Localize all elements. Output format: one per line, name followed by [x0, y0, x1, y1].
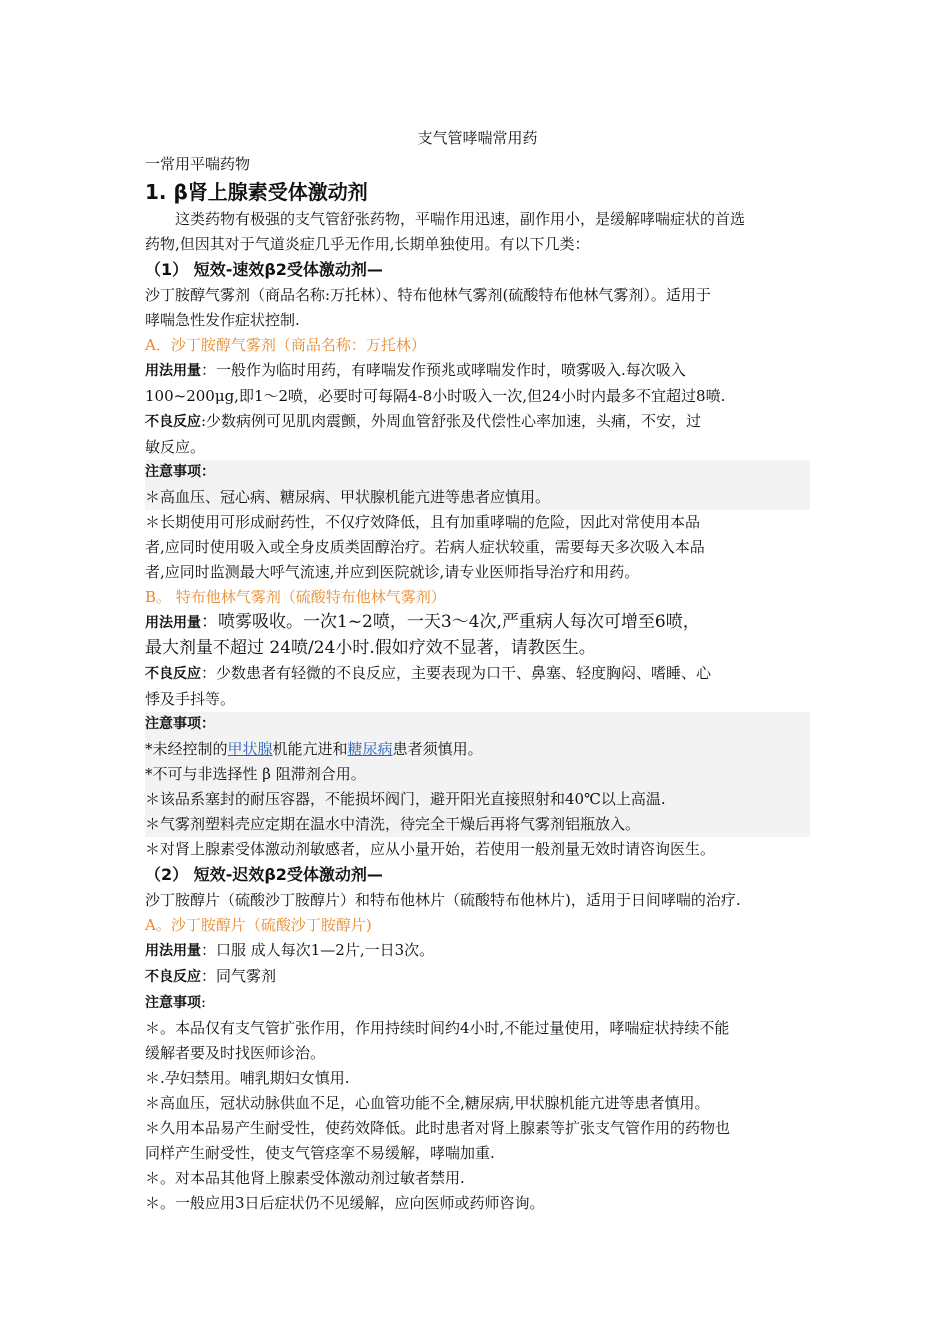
- drug-b-adverse-2: 悸及手抖等。: [145, 690, 236, 708]
- drug-b-note: ＊该品系塞封的耐压容器，不能损坏阀门，避开阳光直接照射和40℃以上高温.: [145, 790, 666, 808]
- drug-c-notes-label-line: [145, 990, 810, 1016]
- adverse-text: ：少数患者有轻微的不良反应，主要表现为口干、鼻塞、轻度胸闷、嗜睡、心: [201, 664, 712, 682]
- drug-a-note: 者,应同时使用吸入或全身皮质类固醇治疗。若病人症状较重，需要每天多次吸入本品: [145, 538, 705, 556]
- drug-a-note: ＊长期使用可形成耐药性，不仅疗效降低，且有加重哮喘的危险，因此对常使用本品: [145, 513, 701, 531]
- heading-short-fast: （1） 短效-速效β2受体激动剂—: [145, 260, 383, 279]
- page-title: 支气管哮喘常用药: [417, 129, 538, 147]
- drug-c-title: A。沙丁胺醇片（硫酸沙丁胺醇片): [145, 916, 372, 934]
- drug-c-adverse: [145, 964, 810, 990]
- note-text: 机能亢进和: [272, 740, 348, 758]
- drug-c-note: ＊。一般应用3日后症状仍不见缓解，应向医师或药师咨询。: [145, 1194, 545, 1212]
- s1-desc-2: 哮喘急性发作症状控制.: [145, 311, 300, 329]
- drug-c-note: ＊。本品仅有支气管扩张作用，作用持续时间约4小时,不能过量使用，哮喘症状持续不能: [145, 1019, 730, 1037]
- document-body: [145, 126, 810, 1216]
- drug-c-usage: [145, 938, 810, 964]
- s2-desc: 沙丁胺醇片（硫酸沙丁胺醇片）和特布他林片（硫酸特布他林片)，适用于日间哮喘的治疗.: [145, 891, 741, 909]
- drug-c-note: ＊.孕妇禁用。哺乳期妇女慎用.: [145, 1069, 350, 1087]
- drug-b-title: B。 特布他林气雾剂（硫酸特布他林气雾剂）: [145, 588, 446, 606]
- drug-b-usage-2: 最大剂量不超过 24喷/24小时.假如疗效不显著，请教医生。: [145, 638, 596, 658]
- intro-line-2: 药物,但因其对于气道炎症几乎无作用,长期单独使用。有以下几类：: [145, 235, 590, 253]
- adverse-label: 不良反应: [145, 969, 201, 985]
- adverse-label: 不良反应: [145, 414, 201, 430]
- adverse-text: ：同气雾剂: [201, 967, 277, 985]
- s1-desc-1: 沙丁胺醇气雾剂（商品名称:万托林）、特布他林气雾剂(硫酸特布他林气雾剂）。适用于: [145, 286, 711, 304]
- note-text: *未经控制的: [145, 740, 228, 758]
- thyroid-link[interactable]: 甲状腺: [227, 740, 273, 758]
- adverse-label: 不良反应: [145, 666, 201, 682]
- drug-b-usage-1: [145, 610, 810, 636]
- heading-short-slow: （2） 短效-迟效β2受体激动剂—: [145, 865, 383, 884]
- drug-a-usage-1: [145, 358, 810, 384]
- drug-a-usage-2: 100~200μg,即1～2喷，必要时可每隔4-8小时吸入一次,但24小时内最多不宜超过8喷.: [145, 387, 726, 405]
- drug-a-adverse-1: [145, 409, 810, 435]
- drug-b-note-links: [145, 737, 810, 762]
- note-text: 患者须慎用。: [392, 740, 483, 758]
- usage-text: ：口服 成人每次1—2片,一日3次。: [201, 941, 435, 959]
- drug-a-title: A．沙丁胺醇气雾剂（商品名称：万托林）: [145, 336, 426, 354]
- drug-a-note: 者,应同时监测最大呼气流速,并应到医院就诊,请专业医师指导治疗和用药。: [145, 563, 640, 581]
- usage-label: 用法用量: [145, 363, 201, 379]
- notes-label: 注意事项：: [145, 716, 215, 732]
- usage-label: 用法用量: [145, 943, 201, 959]
- intro-line-1: 这类药物有极强的支气管舒张药物，平喘作用迅速，副作用小，是缓解哮喘症状的首选: [175, 210, 746, 228]
- drug-c-note: 缓解者要及时找医师诊治。: [145, 1044, 326, 1062]
- drug-a-note: ＊高血压、冠心病、糖尿病、甲状腺机能亢进等患者应慎用。: [145, 488, 551, 506]
- drug-b-adverse-1: [145, 661, 810, 687]
- drug-b-note: ＊气雾剂塑料壳应定期在温水中清洗，待完全干燥后再将气雾剂铝瓶放入。: [145, 815, 641, 833]
- drug-b-note: ＊对肾上腺素受体激动剂敏感者，应从小量开始，若使用一般剂量无效时请咨询医生。: [145, 840, 716, 858]
- drug-a-adverse-2: 敏反应。: [145, 438, 206, 456]
- usage-label: 用法用量: [145, 615, 201, 631]
- drug-a-notes-block: [145, 460, 810, 510]
- notes-label: 注意事项: [145, 995, 201, 1011]
- drug-c-note: 同样产生耐受性，使支气管痉挛不易缓解，哮喘加重.: [145, 1144, 495, 1162]
- diabetes-link[interactable]: 糖尿病: [347, 740, 393, 758]
- drug-c-note: ＊高血压，冠状动脉供血不足，心血管功能不全,糖尿病,甲状腺机能亢进等患者慎用。: [145, 1094, 710, 1112]
- usage-text: ：喷雾吸收。一次1~2喷，一天3～4次,严重病人每次可增至6喷，: [201, 612, 700, 632]
- heading-beta-agonists: 1. β肾上腺素受体激动剂: [145, 180, 368, 204]
- drug-b-notes-block: [145, 712, 810, 837]
- drug-b-note: *不可与非选择性 β 阻滞剂合用。: [145, 765, 366, 783]
- notes-colon: :: [201, 993, 207, 1011]
- usage-text: ：一般作为临时用药，有哮喘发作预兆或哮喘发作时，喷雾吸入.每次吸入: [201, 361, 686, 379]
- section-intro: 一常用平喘药物: [145, 155, 251, 173]
- notes-label: 注意事项：: [145, 464, 215, 480]
- adverse-text: :少数病例可见肌肉震颤，外周血管舒张及代偿性心率加速，头痛，不安，过: [201, 412, 702, 430]
- drug-c-note: ＊。对本品其他肾上腺素受体激动剂过敏者禁用.: [145, 1169, 465, 1187]
- drug-c-note: ＊久用本品易产生耐受性，使药效降低。此时患者对肾上腺素等扩张支气管作用的药物也: [145, 1119, 731, 1137]
